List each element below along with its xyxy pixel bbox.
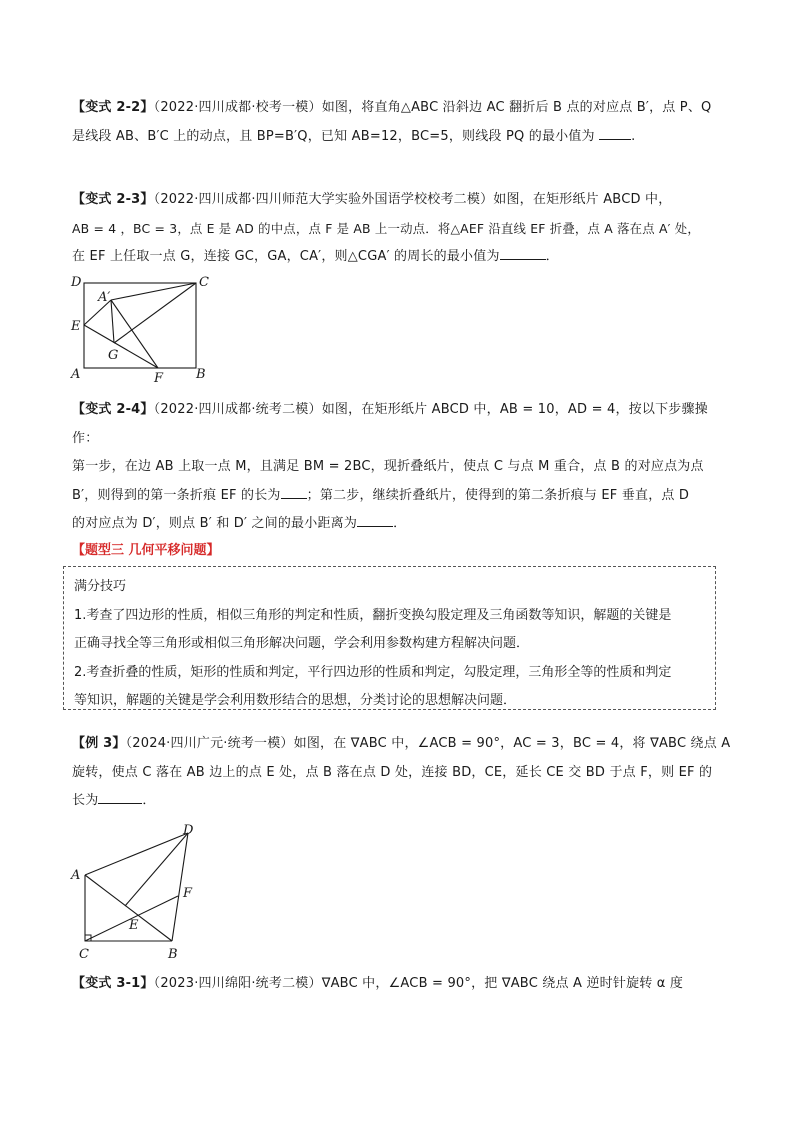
point-label-a: A xyxy=(71,868,81,883)
problem-source: （2022·四川成都·校考一模） xyxy=(153,100,322,115)
point-label-e: E xyxy=(129,918,139,933)
problem-tag: 【变式 2-3】 xyxy=(72,192,154,207)
problem-text: 如图，将直角△ABC 沿斜边 AC 翻折后 B 点的对应点 B′，点 P、Q xyxy=(321,100,712,115)
problem-text: ． xyxy=(393,516,407,531)
problem-2-2 xyxy=(72,94,732,151)
problem-text: ；第二步，继续折叠纸片，使得到的第二条折痕与 EF 垂直，点 D xyxy=(306,487,690,503)
tips-text: 等知识，解题的关键是学会利用数形结合的思想，分类讨论的思想解决问题． xyxy=(74,693,517,708)
problem-text: 在 EF 上任取一点 G，连接 GC，GA，CA′，则△CGA′ 的周长的最小值为 xyxy=(72,249,500,264)
point-label-d: D xyxy=(183,823,194,838)
problem-source: （2022·四川成都·统考二模） xyxy=(153,402,322,417)
figure-rotation-triangle xyxy=(68,822,208,966)
answer-blank xyxy=(599,125,631,140)
answer-blank xyxy=(281,484,307,499)
problem-text: 第一步，在边 AB 上取一点 M，且满足 BM = 2BC，现折叠纸片，使点 C 与点 M 重合，点 B 的对应点为点 xyxy=(72,459,704,474)
problem-text: AB = 4 ，BC = 3，点 E 是 AD 的中点，点 F 是 AB 上一动点．将△AEF 沿直线 EF 折叠，点 A 落在点 A′ 处， xyxy=(72,220,700,236)
problem-source: （2022·四川成都·四川师范大学实验外国语学校校考二模） xyxy=(153,192,494,207)
segment-ga-prime xyxy=(111,300,114,343)
answer-blank xyxy=(500,245,546,260)
answer-blank xyxy=(357,512,393,527)
segment-gc xyxy=(114,283,196,343)
problem-text: ． xyxy=(142,793,156,808)
tips-box xyxy=(63,566,716,710)
point-label-c: C xyxy=(199,275,209,290)
problem-text: B′，则得到的第一条折痕 EF 的长为 xyxy=(72,487,281,503)
tips-text: 1.考查了四边形的性质，相似三角形的判定和性质，翻折变换勾股定理及三角函数等知识，解题的关键是 xyxy=(74,607,672,623)
point-label-d: D xyxy=(71,275,82,290)
problem-source: （2024·四川广元·统考一模） xyxy=(125,736,294,751)
point-label-b: B xyxy=(196,367,206,382)
problem-2-4 xyxy=(72,396,732,539)
problem-text: 的对应点为 D′，则点 B′ 和 D′ 之间的最小距离为 xyxy=(72,516,358,531)
problem-3-1 xyxy=(72,970,732,999)
point-label-a-prime: A′ xyxy=(98,290,111,305)
problem-text: 是线段 AB、B′C 上的动点，且 BP=B′Q，已知 AB=12，BC=5，则线段 PQ 的最小值为 xyxy=(72,128,595,144)
problem-text: 如图，在矩形纸片 ABCD 中，AB = 10，AD = 4，按以下步骤操作： xyxy=(72,402,708,446)
problem-text: ∇ABC 中，∠ACB = 90°，把 ∇ABC 绕点 A 逆时针旋转 α 度 xyxy=(321,976,684,991)
problem-tag: 【例 3】 xyxy=(72,736,126,751)
point-label-f: F xyxy=(154,371,164,386)
tips-text: 2.考查折叠的性质，矩形的性质和判定，平行四边形的性质和判定，勾股定理，三角形全等的性质和判定 xyxy=(74,664,672,680)
segment-ca-prime xyxy=(111,283,196,300)
segment-ef xyxy=(84,325,158,368)
problem-source: （2023·四川绵阳·统考二模） xyxy=(153,976,322,991)
point-label-e: E xyxy=(71,319,81,334)
problem-text: 如图，在 ∇ABC 中，∠ACB = 90°，AC = 3，BC = 4，将 ∇ABC 绕点 A xyxy=(293,736,731,751)
point-label-g: G xyxy=(108,348,119,363)
problem-tag: 【变式 2-2】 xyxy=(72,100,154,115)
problem-text: 如图，在矩形纸片 ABCD 中， xyxy=(493,192,672,207)
problem-text: 旋转，使点 C 落在 AB 边上的点 E 处，点 B 落在点 D 处，连接 BD，CE，延长 CE 交 BD 于点 F，则 EF 的 xyxy=(72,764,713,780)
problem-text: 长为 xyxy=(72,793,99,808)
point-label-f: F xyxy=(183,886,193,901)
figure-rectangle-fold xyxy=(68,272,218,388)
tips-text: 正确寻找全等三角形或相似三角形解决问题，学会利用参数构建方程解决问题． xyxy=(74,636,530,651)
point-label-a: A xyxy=(71,367,81,382)
tips-heading: 满分技巧 xyxy=(74,579,127,594)
problem-tag: 【变式 3-1】 xyxy=(72,976,154,991)
answer-blank xyxy=(98,789,142,804)
segment-ad xyxy=(85,833,188,875)
problem-text: . xyxy=(631,128,636,144)
point-label-c: C xyxy=(79,947,89,962)
point-label-b: B xyxy=(168,947,178,962)
problem-2-3 xyxy=(72,186,732,272)
section-title: 【题型三 几何平移问题】 xyxy=(72,543,220,558)
example-3 xyxy=(72,730,732,816)
problem-text: ． xyxy=(545,249,559,264)
problem-tag: 【变式 2-4】 xyxy=(72,402,154,417)
